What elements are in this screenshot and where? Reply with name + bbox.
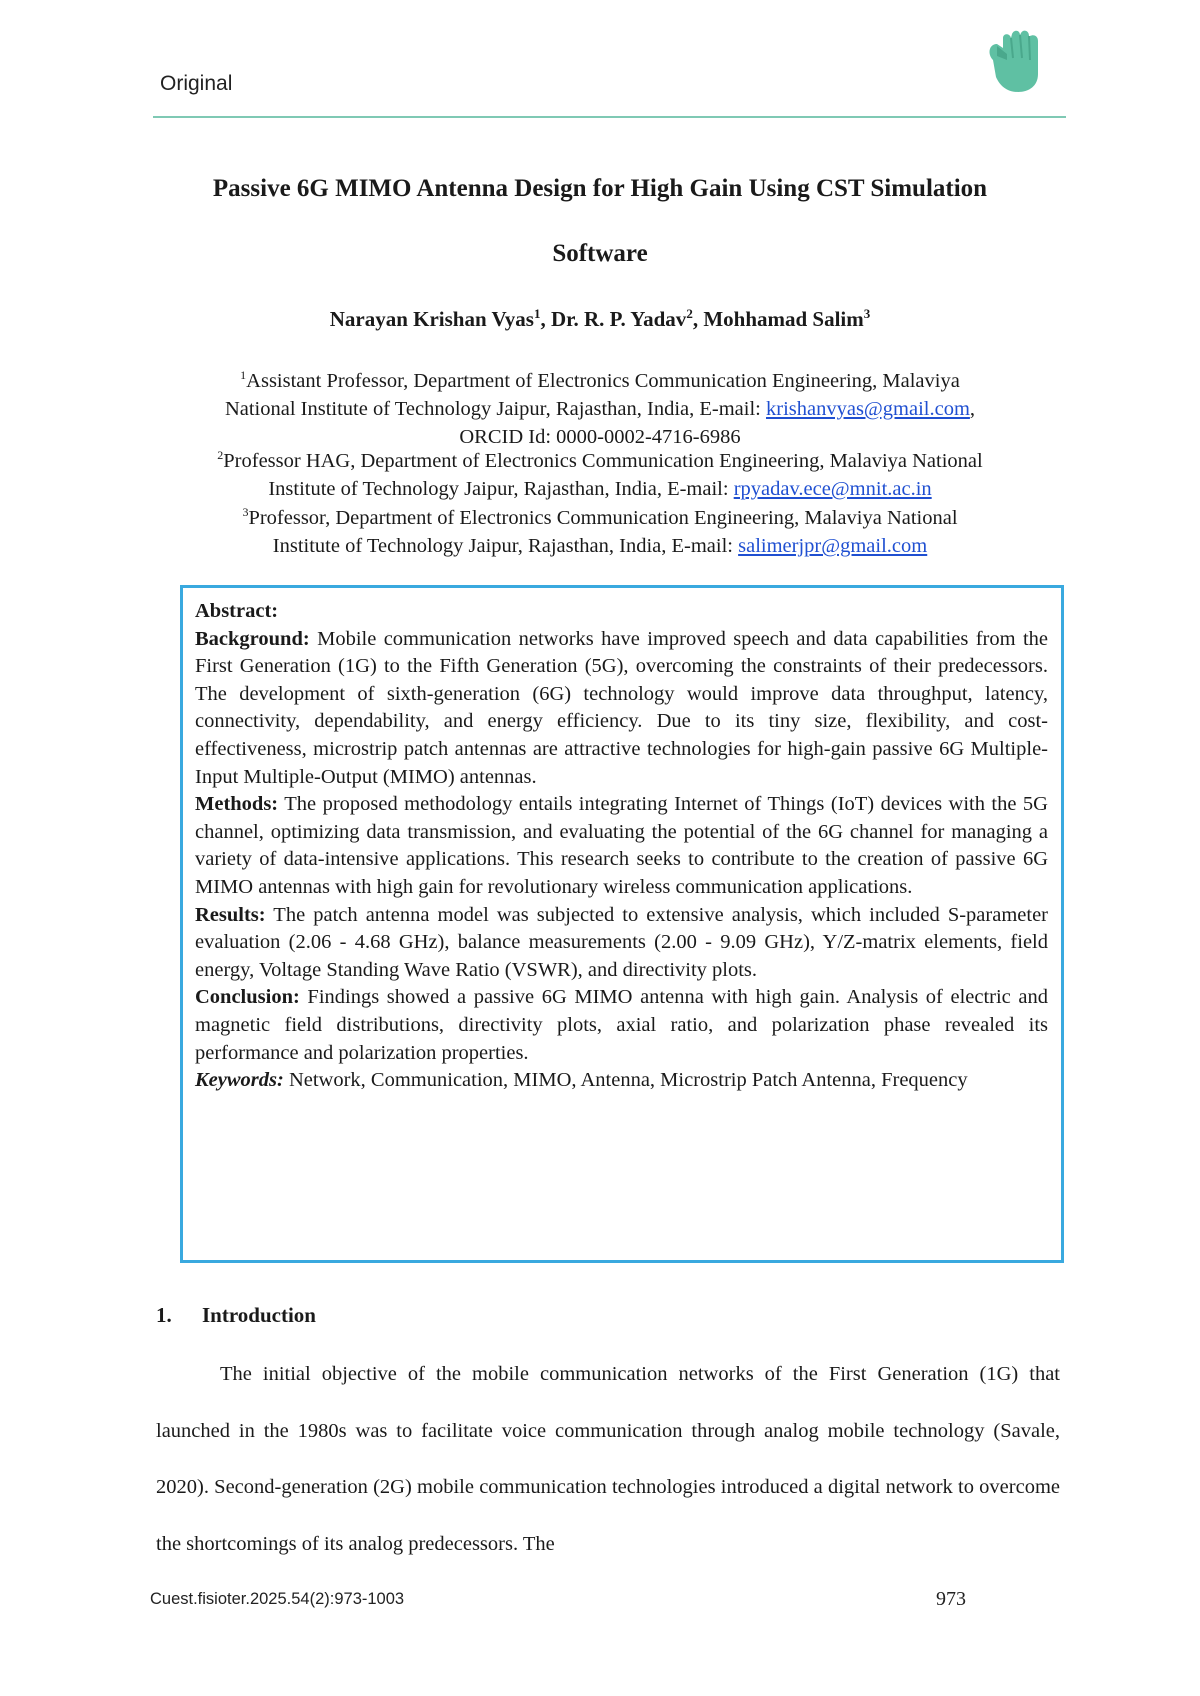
affiliation-text: National Institute of Technology Jaipur, Rajasthan, India, E-mail:	[224, 397, 766, 420]
affiliation-text: Professor HAG, Department of Electronics Communication Engineering, Malaviya National	[223, 449, 983, 472]
affiliation-marker: 2	[217, 448, 224, 462]
abstract-conclusion-text: Findings showed a passive 6G MIMO antenna with high gain. Analysis of electric and magnetic field distributions, directivity plots, axial ratio, and polarization phase revealed its performance and polarization properties.	[195, 986, 1048, 1064]
affiliation-text: Institute of Technology Jaipur, Rajasthan, India, E-mail:	[268, 477, 734, 500]
abstract-background	[195, 626, 1048, 792]
paper-title-line-2: Software	[552, 240, 648, 267]
abstract-results-label: Results:	[195, 903, 266, 926]
keywords-label: Keywords:	[195, 1069, 284, 1092]
affiliation-marker: 3	[242, 505, 249, 519]
affiliation-text: ,	[969, 397, 976, 420]
author-list	[120, 306, 1080, 332]
section-number: 1.	[156, 1303, 172, 1327]
email-link[interactable]: krishanvyas@gmail.com	[766, 397, 970, 420]
author-affiliation-marker: 3	[863, 306, 871, 321]
affiliation-text: Institute of Technology Jaipur, Rajasthan, India, E-mail:	[272, 534, 739, 557]
author-name: Mohhamad Salim	[703, 307, 864, 331]
paragraph: The initial objective of the mobile communication networks of the First Generation (1G) that launched in the 1980s was to facilitate voice communication through analog mobile technology (Savale, 2020). Second-generation (2G) mobile communication technologies introduced a digital network to overcome the shortcomings of its analog predecessors. The	[156, 1363, 1060, 1555]
section-title: Introduction	[202, 1303, 316, 1327]
paper-title-line-1: Passive 6G MIMO Antenna Design for High Gain Using CST Simulation	[212, 175, 988, 202]
author-name: Dr. R. P. Yadav	[550, 307, 687, 331]
abstract-background-label: Background:	[195, 627, 310, 650]
journal-section-label: Original	[160, 72, 233, 95]
affiliation-text: Professor, Department of Electronics Communication Engineering, Malaviya National	[248, 506, 958, 529]
abstract-content	[195, 598, 1048, 1095]
orcid-id: ORCID Id: 0000-0002-4716-6986	[459, 425, 741, 448]
body-text	[156, 1346, 1060, 1572]
page-number: 973	[936, 1588, 966, 1610]
affiliation-1	[140, 361, 1060, 451]
abstract-conclusion	[195, 984, 1048, 1067]
footer-citation: Cuest.fisioter.2025.54(2):973-1003	[150, 1590, 405, 1608]
abstract-conclusion-label: Conclusion:	[195, 986, 300, 1009]
author-separator: ,	[692, 307, 704, 331]
affiliation-2	[140, 441, 1060, 503]
abstract-methods-label: Methods:	[195, 793, 279, 816]
affiliation-marker: 1	[240, 368, 247, 382]
abstract-results	[195, 902, 1048, 985]
author-affiliation-marker: 2	[686, 306, 693, 321]
section-heading	[156, 1303, 316, 1328]
author-name: Narayan Krishan Vyas	[329, 307, 534, 331]
keywords-text: Network, Communication, MIMO, Antenna, Microstrip Patch Antenna, Frequency	[283, 1069, 968, 1092]
abstract-keywords	[195, 1067, 1048, 1095]
hand-logo-icon	[983, 30, 1043, 94]
abstract-methods-text: The proposed methodology entails integrating Internet of Things (IoT) devices with the 5G channel, optimizing data transmission, and evaluating the potential of the 6G channel for managing a variety of data-intensive applications. This research seeks to contribute to the creation of passive 6G MIMO antennas with high gain for revolutionary wireless communication applications.	[195, 793, 1048, 898]
abstract-results-text: The patch antenna model was subjected to extensive analysis, which included S-parameter evaluation (2.06 - 4.68 GHz), balance measurements (2.00 - 9.09 GHz), Y/Z-matrix elements, field energy, Voltage Standing Wave Ratio (VSWR), and directivity plots.	[195, 903, 1048, 981]
abstract-heading: Abstract:	[195, 600, 279, 622]
author-affiliation-marker: 1	[533, 306, 541, 321]
abstract-methods	[195, 791, 1048, 901]
header-divider	[153, 116, 1066, 118]
author-separator: ,	[540, 307, 551, 331]
email-link[interactable]: rpyadav.ece@mnit.ac.in	[733, 477, 932, 500]
affiliation-3	[140, 498, 1060, 560]
abstract-background-text: Mobile communication networks have improved speech and data capabilities from the First Generation (1G) to the Fifth Generation (5G), overcoming the constraints of their predecessors. The development of sixth-generation (6G) technology would improve data throughput, latency, connectivity, dependability, and energy efficiency. Due to its tiny size, flexibility, and cost-effectiveness, microstrip patch antennas are attractive technologies for high-gain passive 6G Multiple-Input Multiple-Output (MIMO) antennas.	[195, 627, 1048, 788]
email-link[interactable]: salimerjpr@gmail.com	[738, 534, 928, 557]
affiliation-text: Assistant Professor, Department of Electronics Communication Engineering, Malaviya	[246, 369, 960, 392]
